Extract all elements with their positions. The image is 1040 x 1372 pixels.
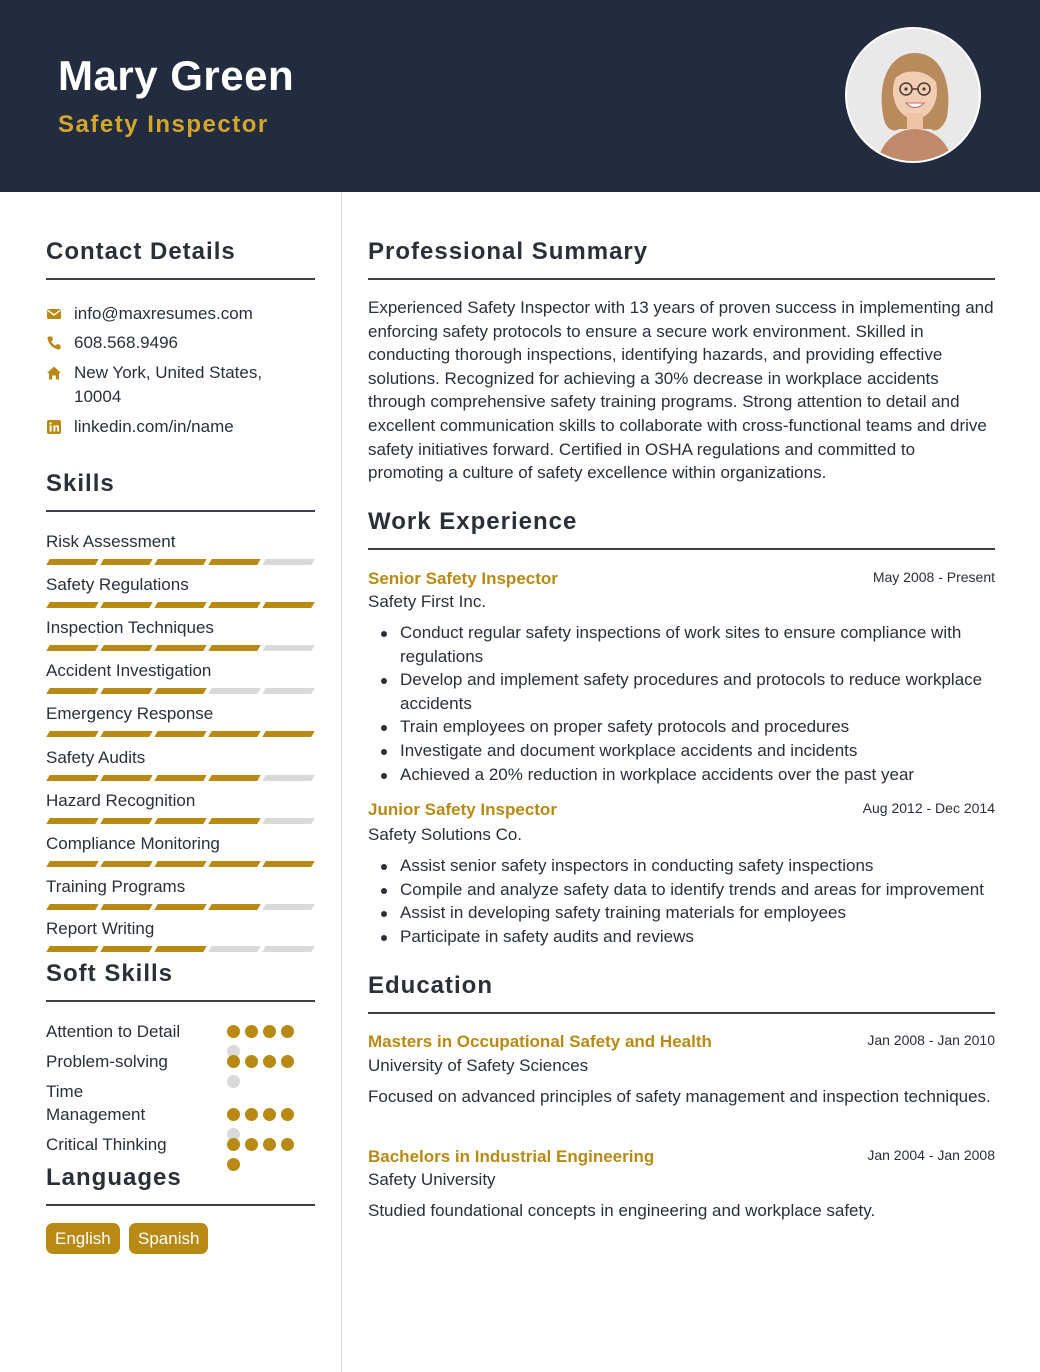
soft-skill-dot (281, 1108, 294, 1121)
skill-label: Training Programs (46, 877, 186, 896)
soft-skill-label: Time Management (46, 1082, 146, 1124)
skill-label: Inspection Techniques (46, 618, 214, 637)
skill-bar-segment (100, 861, 152, 867)
degree-date: Jan 2004 - Jan 2008 (867, 1147, 995, 1163)
skill-bar-segment (262, 731, 314, 737)
skill-bar-segment (262, 688, 314, 694)
summary-section (368, 232, 995, 280)
skill-level-bar (46, 731, 315, 737)
contact-address (46, 361, 315, 409)
skill-bar-segment (154, 731, 206, 737)
language-list (46, 1223, 315, 1254)
education-title: Education (368, 972, 494, 999)
skill-label: Risk Assessment (46, 532, 176, 551)
degree-title: Bachelors in Industrial Engineering (368, 1147, 655, 1166)
job-bullet: Train employees on proper safety protocols and procedures (400, 715, 995, 739)
soft-skill-dot (227, 1055, 240, 1068)
skill-level-bar (46, 904, 315, 910)
experience-title: Work Experience (368, 508, 578, 535)
school-name: University of Safety Sciences (368, 1056, 589, 1075)
skill-bar-segment (100, 904, 152, 910)
skill-bar-segment (100, 559, 152, 565)
skill-item (46, 660, 315, 682)
avatar-illustration (847, 29, 981, 163)
school-name: Safety University (368, 1170, 496, 1189)
skill-bar-segment (208, 775, 260, 781)
soft-skill-dot (227, 1108, 240, 1121)
skill-bar-segment (208, 645, 260, 651)
soft-skill-item (46, 1050, 315, 1073)
skill-label: Safety Regulations (46, 575, 189, 594)
skill-item (46, 574, 315, 596)
linkedin-text: linkedin.com/in/name (74, 417, 234, 436)
candidate-name: Mary Green (58, 52, 295, 99)
skill-bar-segment (46, 731, 98, 737)
job-date: May 2008 - Present (872, 569, 995, 585)
skill-bar-segment (154, 861, 206, 867)
skill-bar-segment (208, 731, 260, 737)
skill-label: Hazard Recognition (46, 791, 196, 810)
languages-title: Languages (46, 1164, 182, 1191)
degree-description: Focused on advanced principles of safety management and inspection techniques. (368, 1087, 991, 1106)
soft-skill-dot (281, 1055, 294, 1068)
degree-description: Studied foundational concepts in engineering and workplace safety. (368, 1201, 876, 1220)
soft-skill-dot (263, 1055, 276, 1068)
soft-skill-dot (263, 1025, 276, 1038)
contact-phone[interactable] (46, 331, 315, 355)
resume-header (0, 0, 1040, 192)
skill-bar-segment (208, 688, 260, 694)
skill-bar-segment (154, 688, 206, 694)
soft-skill-item (46, 1133, 315, 1156)
skill-level-bar (46, 602, 315, 608)
contact-section (46, 232, 315, 280)
phone-icon (46, 335, 62, 351)
summary-text: Experienced Safety Inspector with 13 years of proven success in implementing and enforcing safety protocols to ensure a secure work environment. Skilled in conducting thorough inspections, identifying hazards, and providing effective solutions. Recognized for achieving a 30% decrease in workplace accidents through comprehensive safety training programs. Strong attention to detail and excellent communication skills to collaborate with cross-functional teams and drive safety initiatives forward. Certified in OSHA regulations and committed to promoting a culture of safety excellence within organizations. (368, 298, 994, 483)
skill-label: Compliance Monitoring (46, 834, 220, 853)
skill-bar-segment (208, 559, 260, 565)
soft-skill-label: Attention to Detail (46, 1022, 181, 1041)
soft-skill-dot (263, 1108, 276, 1121)
job-bullets (400, 621, 995, 786)
job-bullet: Assist senior safety inspectors in conducting safety inspections (400, 854, 995, 878)
job-company: Safety Solutions Co. (368, 825, 523, 844)
skill-item (46, 747, 315, 769)
job-bullet: Investigate and document workplace accidents and incidents (400, 739, 995, 763)
skill-level-bar (46, 688, 315, 694)
skill-bar-segment (46, 775, 98, 781)
skill-label: Accident Investigation (46, 661, 212, 680)
skill-bar-segment (100, 602, 152, 608)
contact-email[interactable] (46, 302, 315, 326)
address-text: New York, United States, 10004 (74, 363, 263, 406)
skill-bar-segment (100, 775, 152, 781)
contact-rule (46, 278, 315, 280)
summary-title: Professional Summary (368, 238, 649, 265)
email-text: info@maxresumes.com (74, 304, 253, 323)
skill-bar-segment (154, 602, 206, 608)
skill-bar-segment (46, 818, 98, 824)
skill-level-bar (46, 861, 315, 867)
job-title: Junior Safety Inspector (368, 800, 557, 819)
skills-rule (46, 510, 315, 512)
skill-bar-segment (46, 645, 98, 651)
skill-bar-segment (262, 602, 314, 608)
skill-bar-segment (154, 775, 206, 781)
skill-item (46, 876, 315, 898)
soft-skill-label: Critical Thinking (46, 1135, 167, 1154)
job-bullet: Conduct regular safety inspections of work sites to ensure compliance with regulations (400, 621, 995, 668)
soft-skill-dot (245, 1055, 258, 1068)
envelope-icon (46, 306, 62, 322)
skill-bar-segment (262, 775, 314, 781)
skill-label: Emergency Response (46, 704, 214, 723)
profile-photo (845, 27, 981, 163)
skill-label: Report Writing (46, 919, 155, 938)
home-icon (46, 365, 62, 381)
skill-bar-segment (262, 861, 314, 867)
skills-title: Skills (46, 470, 115, 497)
skill-item (46, 790, 315, 812)
skill-bar-segment (46, 559, 98, 565)
skill-bar-segment (46, 904, 98, 910)
soft-skills-rule (46, 1000, 315, 1002)
languages-rule (46, 1204, 315, 1206)
skill-bar-segment (100, 645, 152, 651)
language-pill-english: English (46, 1223, 120, 1254)
skill-item (46, 833, 315, 855)
skill-bar-segment (262, 904, 314, 910)
skill-level-bar (46, 818, 315, 824)
skill-bar-segment (262, 559, 314, 565)
experience-section (368, 502, 995, 550)
skill-item (46, 531, 315, 553)
job-company: Safety First Inc. (368, 592, 487, 611)
skills-section (46, 464, 315, 512)
soft-skill-item (46, 1080, 315, 1126)
experience-rule (368, 548, 995, 550)
soft-skills-section (46, 954, 315, 1002)
summary-rule (368, 278, 995, 280)
skill-item (46, 918, 315, 940)
skill-bar-segment (262, 818, 314, 824)
skill-bar-segment (46, 602, 98, 608)
job-bullet: Achieved a 20% reduction in workplace accidents over the past year (400, 763, 995, 787)
education-section (368, 966, 995, 1014)
column-divider (341, 192, 342, 1372)
soft-skill-label: Problem-solving (46, 1052, 168, 1071)
soft-skill-dot (281, 1025, 294, 1038)
skill-bar-segment (46, 946, 98, 952)
job-bullet: Participate in safety audits and reviews (400, 925, 995, 949)
skill-bar-segment (100, 688, 152, 694)
candidate-role: Safety Inspector (58, 111, 269, 138)
skill-bar-segment (154, 946, 206, 952)
skill-bar-segment (208, 861, 260, 867)
soft-skill-dot (227, 1025, 240, 1038)
skill-bar-segment (154, 645, 206, 651)
degree-title: Masters in Occupational Safety and Health (368, 1032, 712, 1051)
skill-bar-segment (208, 946, 260, 952)
job-title: Senior Safety Inspector (368, 569, 558, 588)
skill-bar-segment (208, 818, 260, 824)
degree-date: Jan 2008 - Jan 2010 (867, 1032, 995, 1048)
job-date: Aug 2012 - Dec 2014 (862, 800, 995, 816)
skill-bar-segment (46, 861, 98, 867)
soft-skill-item (46, 1020, 315, 1043)
language-pill-spanish: Spanish (129, 1223, 208, 1254)
skill-level-bar (46, 946, 315, 952)
soft-skill-dot (245, 1138, 258, 1151)
skill-bar-segment (100, 818, 152, 824)
contact-title: Contact Details (46, 238, 236, 265)
skill-item (46, 703, 315, 725)
phone-text: 608.568.9496 (74, 333, 178, 352)
soft-skill-dot (263, 1138, 276, 1151)
soft-skill-dot (281, 1138, 294, 1151)
education-rule (368, 1012, 995, 1014)
soft-skill-dot (245, 1025, 258, 1038)
skill-bar-segment (100, 731, 152, 737)
skill-bar-segment (262, 946, 314, 952)
skill-bar-segment (154, 818, 206, 824)
soft-skill-dot (245, 1108, 258, 1121)
skill-level-bar (46, 559, 315, 565)
languages-section (46, 1158, 315, 1206)
linkedin-icon (46, 419, 62, 435)
job-bullets (400, 854, 995, 948)
skill-bar-segment (154, 559, 206, 565)
skill-bar-segment (100, 946, 152, 952)
job-bullet: Compile and analyze safety data to identify trends and areas for improvement (400, 878, 995, 902)
skill-bar-segment (46, 688, 98, 694)
skill-bar-segment (208, 904, 260, 910)
skill-label: Safety Audits (46, 748, 146, 767)
soft-skill-dot (227, 1138, 240, 1151)
soft-skills-title: Soft Skills (46, 960, 174, 987)
skill-bar-segment (154, 904, 206, 910)
job-bullet: Assist in developing safety training materials for employees (400, 901, 995, 925)
skill-level-bar (46, 645, 315, 651)
job-bullet: Develop and implement safety procedures and protocols to reduce workplace accidents (400, 668, 995, 715)
skill-item (46, 617, 315, 639)
contact-linkedin[interactable] (46, 415, 315, 439)
skill-level-bar (46, 775, 315, 781)
skill-bar-segment (208, 602, 260, 608)
skill-bar-segment (262, 645, 314, 651)
